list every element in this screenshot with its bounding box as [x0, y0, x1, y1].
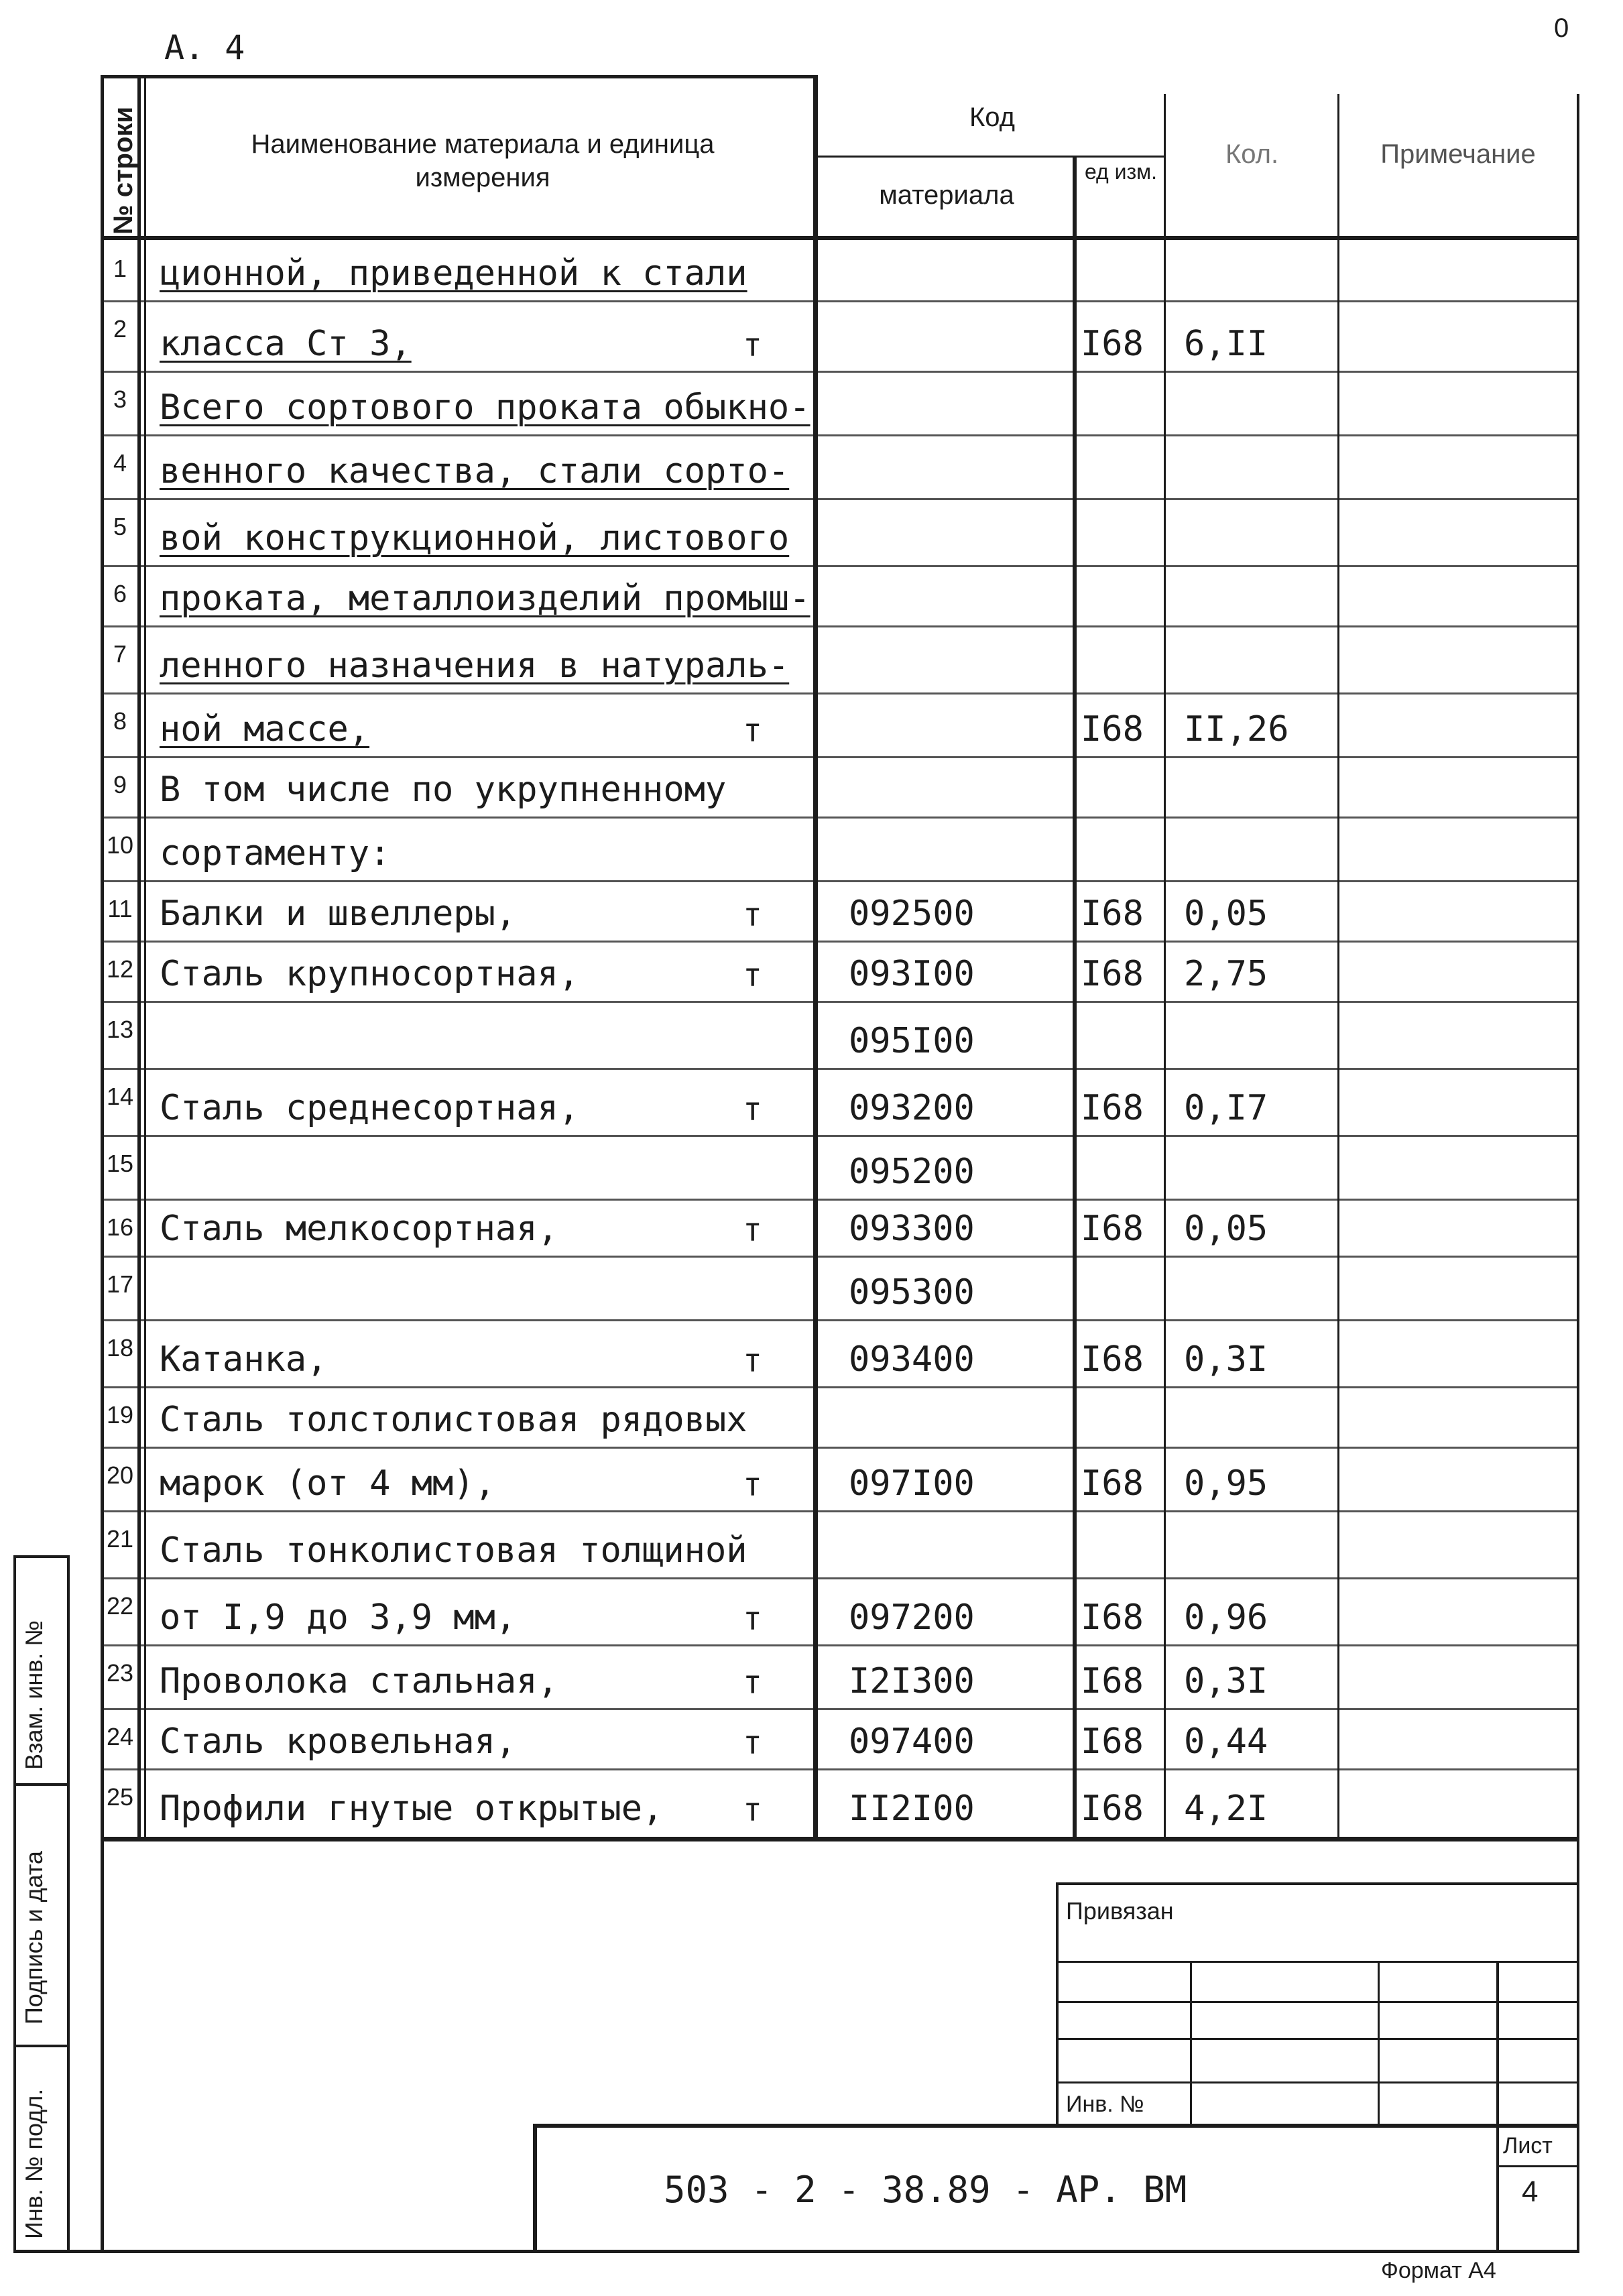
row-number: 15 [106, 1150, 134, 1177]
row-separator [101, 1135, 1579, 1137]
row-separator [101, 1768, 1579, 1770]
row-number: 8 [113, 707, 127, 735]
row-number: 16 [106, 1213, 134, 1241]
row-number: 23 [106, 1659, 134, 1687]
row-material-name: Профили гнутые открытые, [160, 1789, 664, 1829]
row-material-code: 097I00 [849, 1463, 975, 1504]
row-material-name: Сталь крупносортная, [160, 954, 580, 994]
row-separator [101, 817, 1579, 819]
row-number: 10 [106, 831, 134, 859]
row-number: 12 [106, 955, 134, 983]
header-note: Примечание [1380, 139, 1536, 169]
row-material-code: I2I300 [849, 1661, 975, 1701]
row-separator [101, 565, 1579, 567]
row-number: 22 [106, 1592, 134, 1620]
row-separator [101, 941, 1579, 943]
row-separator [101, 1001, 1579, 1003]
row-separator [101, 880, 1579, 882]
row-number: 21 [106, 1525, 134, 1553]
row-separator [101, 1386, 1579, 1388]
row-quantity: 4,2I [1184, 1789, 1268, 1829]
row-number: 13 [106, 1016, 134, 1043]
row-separator [101, 1447, 1579, 1449]
row-number: 3 [113, 385, 127, 413]
row-separator [101, 756, 1579, 758]
row-quantity: 2,75 [1184, 954, 1268, 994]
row-material-name: ленного назначения в натураль- [160, 646, 790, 686]
row-unit: т [743, 1664, 762, 1701]
row-material-code: 092500 [849, 894, 975, 934]
margin-signature-date: Подпись и дата [20, 1851, 48, 2025]
row-separator [101, 1577, 1579, 1579]
row-material-code: 093400 [849, 1339, 975, 1380]
header-material-name: Наименование материала и единица измерения [251, 129, 715, 192]
stamp-sheet-label: Лист [1503, 2133, 1553, 2159]
row-material-name: Проволока стальная, [160, 1661, 558, 1701]
row-unit: т [743, 1724, 762, 1762]
row-unit: т [743, 1600, 762, 1638]
row-unit: т [743, 1791, 762, 1829]
row-number: 14 [106, 1083, 134, 1110]
row-material-name: Всего сортового проката обыкно- [160, 387, 810, 428]
row-separator [101, 1319, 1579, 1321]
row-material-code: 093I00 [849, 954, 975, 994]
format-label: Формат А4 [1381, 2258, 1496, 2283]
row-material-name: венного качества, стали сорто- [160, 451, 790, 491]
row-unit-code: I68 [1081, 1721, 1144, 1762]
row-material-name: Сталь кровельная, [160, 1721, 517, 1762]
header-code-material: материала [879, 180, 1014, 210]
row-separator [101, 371, 1579, 373]
row-number: 11 [107, 895, 133, 922]
row-unit-code: I68 [1081, 1088, 1144, 1128]
row-number: 2 [113, 315, 127, 343]
row-material-name: Сталь тонколистовая толщиной [160, 1530, 747, 1571]
row-material-code: 093200 [849, 1088, 975, 1128]
row-number: 7 [113, 640, 127, 668]
row-unit-code: I68 [1081, 1789, 1144, 1829]
row-quantity: 0,95 [1184, 1463, 1268, 1504]
header-code-unit: ед изм. [1084, 160, 1158, 184]
row-separator [101, 1068, 1579, 1070]
row-material-name: Сталь мелкосортная, [160, 1209, 558, 1249]
row-separator [101, 1256, 1579, 1258]
row-material-code: 097200 [849, 1597, 975, 1638]
row-unit-code: I68 [1081, 709, 1144, 749]
row-unit: т [743, 1091, 762, 1128]
row-unit: т [743, 1466, 762, 1504]
row-unit-code: I68 [1081, 1661, 1144, 1701]
row-material-name: от I,9 до 3,9 мм, [160, 1597, 517, 1638]
row-quantity: 0,3I [1184, 1339, 1268, 1380]
row-material-name: Сталь толстолистовая рядовых [160, 1400, 747, 1440]
row-material-name: ной массе, [160, 709, 370, 749]
row-material-name: В том числе по укрупненному [160, 770, 727, 810]
row-unit: т [743, 1211, 762, 1249]
row-number: 4 [113, 449, 127, 477]
row-quantity: 6,II [1184, 324, 1268, 364]
row-unit-code: I68 [1081, 324, 1144, 364]
row-number: 1 [113, 255, 127, 282]
row-quantity: 0,05 [1184, 1209, 1268, 1249]
row-unit: т [743, 326, 762, 364]
row-quantity: 0,I7 [1184, 1088, 1268, 1128]
row-quantity: 0,3I [1184, 1661, 1268, 1701]
row-material-name: Сталь среднесортная, [160, 1088, 580, 1128]
row-quantity: 0,05 [1184, 894, 1268, 934]
row-material-code: II2I00 [849, 1789, 975, 1829]
stamp-bound: Привязан [1066, 1897, 1174, 1925]
row-number: 19 [106, 1401, 134, 1429]
row-material-name: проката, металлоизделий промыш- [160, 579, 810, 619]
margin-inv-original: Инв. № подл. [20, 2088, 48, 2239]
row-material-name: сортаменту: [160, 833, 391, 873]
row-number: 17 [106, 1270, 134, 1298]
row-number: 9 [113, 771, 127, 798]
row-unit-code: I68 [1081, 1209, 1144, 1249]
stamp-inv-no: Инв. № [1066, 2092, 1144, 2117]
stamp-designation: 503 - 2 - 38.89 - АР. ВМ [664, 2169, 1187, 2211]
row-material-code: 095200 [849, 1152, 975, 1192]
row-unit-code: I68 [1081, 1463, 1144, 1504]
row-unit: т [743, 1342, 762, 1380]
row-number: 6 [113, 580, 127, 607]
row-unit-code: I68 [1081, 894, 1144, 934]
row-unit-code: I68 [1081, 1597, 1144, 1638]
row-unit-code: I68 [1081, 1339, 1144, 1380]
row-quantity: II,26 [1184, 709, 1289, 749]
row-quantity: 0,96 [1184, 1597, 1268, 1638]
row-material-name: класса Ст 3, [160, 324, 412, 364]
row-material-code: 095300 [849, 1272, 975, 1313]
stamp-sheet-no: 4 [1522, 2175, 1539, 2208]
row-material-name: вой конструкционной, листового [160, 518, 790, 558]
row-material-name: марок (от 4 мм), [160, 1463, 495, 1504]
row-separator [101, 692, 1579, 694]
row-unit: т [743, 896, 762, 934]
row-number: 20 [106, 1461, 134, 1489]
row-separator [101, 1510, 1579, 1512]
page-corner-label: А. 4 [164, 28, 245, 67]
corner-mark: 0 [1554, 13, 1569, 43]
row-number: 24 [106, 1723, 134, 1750]
row-unit: т [743, 957, 762, 994]
row-number: 25 [106, 1783, 134, 1811]
row-number: 18 [106, 1334, 134, 1362]
row-separator [101, 300, 1579, 302]
row-material-code: 093300 [849, 1209, 975, 1249]
row-separator [101, 1708, 1579, 1710]
row-number: 5 [113, 513, 127, 540]
row-separator [101, 498, 1579, 500]
row-separator [101, 1199, 1579, 1201]
header-code: Код [969, 103, 1015, 132]
row-quantity: 0,44 [1184, 1721, 1268, 1762]
row-material-name: Балки и швеллеры, [160, 894, 517, 934]
row-separator [101, 434, 1579, 436]
row-material-code: 095I00 [849, 1021, 975, 1061]
margin-interchange-inv: Взам. инв. № [20, 1620, 48, 1770]
header-qty: Кол. [1225, 139, 1279, 169]
row-separator [101, 625, 1579, 627]
row-material-code: 097400 [849, 1721, 975, 1762]
row-separator [101, 1644, 1579, 1646]
row-material-name: ционной, приведенной к стали [160, 253, 747, 294]
row-unit-code: I68 [1081, 954, 1144, 994]
header-row-no: № строки [109, 106, 138, 235]
row-material-name: Катанка, [160, 1339, 328, 1380]
row-unit: т [743, 712, 762, 749]
